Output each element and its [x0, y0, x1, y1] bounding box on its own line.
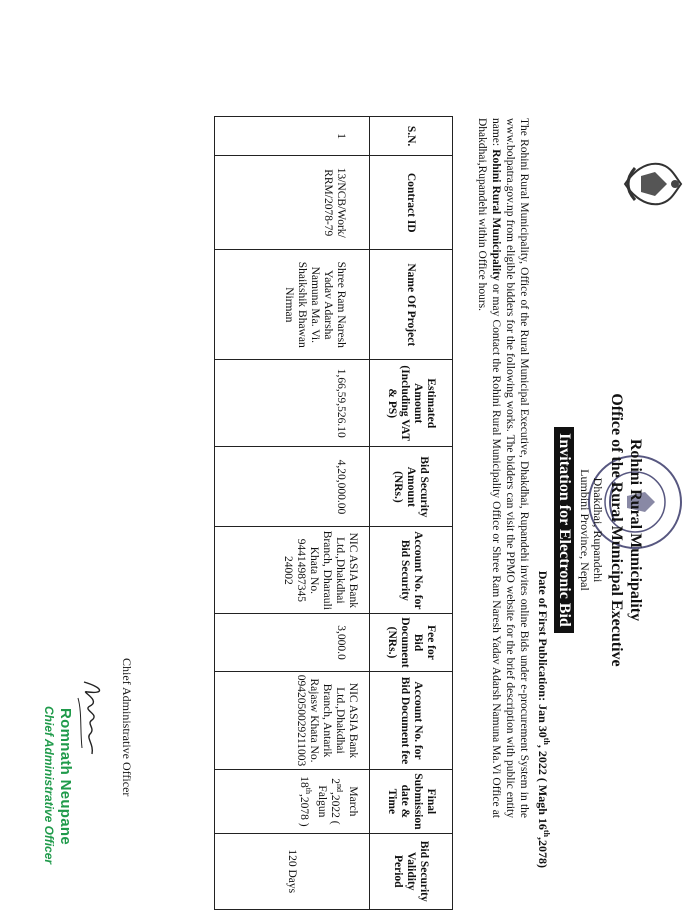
stamp-role: Chief Administrative Officer	[42, 706, 56, 865]
handwritten-signature-icon	[72, 678, 112, 758]
table-header-row	[370, 117, 453, 910]
cell-acct-security: NIC ASIA Bank Ltd.,Dhakdhai Branch, Dharauli Khata No. 94414987345 24002	[215, 527, 370, 614]
col-fee: Fee for Bid Document (NRs.)	[370, 614, 453, 671]
cell-acct-fee: NIC ASIA Bank Ltd.,Dhakdhai Branch, Antarik Rajasw Khata No. 0942050029211003	[215, 671, 370, 770]
cell-final-date: March 2nd,2022 ( Falgun 18th,2078 )	[215, 770, 370, 833]
public-entity-name: Rohini Rural Municipality	[490, 149, 502, 281]
cell-validity: 120 Days	[215, 833, 370, 909]
notice-title: Invitation for Electronic Bid	[554, 427, 574, 633]
office-location: Dhakdhai, Rupandehi	[591, 477, 605, 583]
cell-contract-id: 13/NCB/Work/ RRM/2078-79	[215, 156, 370, 250]
municipality-name: Rohini Rural Municipality	[627, 438, 644, 622]
table-row	[215, 117, 370, 910]
nepal-emblem-icon	[621, 158, 685, 210]
signatory-title: Chief Administrative Officer	[120, 658, 134, 797]
cell-bid-security: 4,20,000.00	[215, 447, 370, 527]
col-sn: S.N.	[370, 117, 453, 156]
cell-project: Shree Ram Naresh Yadav Adarsha Namuna Ma. Vi. Shaikshik Bhawan Nirman	[215, 250, 370, 360]
col-final-date: Final Submission date & Time	[370, 770, 453, 833]
col-estimated: Estimated Amount (Including VAT & PS)	[370, 360, 453, 447]
col-bid-security: Bid Security Amount (NRs.)	[370, 447, 453, 527]
cell-sn: 1	[215, 117, 370, 156]
intro-paragraph: The Rohini Rural Municipality, Office of the Rural Municipal Executive, Dhakdhai, Rupandehi invites online Bids under e-procurement System in the www.bolpatra.gov.np from eligible bidders for the following works. The bidders can visit the PPMO website for the brief description with public entity name: Rohini Rural Municipality or may Contact the Rohini Rural Municipality Office or Shree Ram Naresh Yadav Adarsh Namuna Ma.Vi Office at Dhakdhai,Rupandehi within Office hours.	[476, 118, 530, 819]
office-name: Office of the Rural Municipal Executive	[608, 393, 625, 667]
stamp-name: Romnath Neupane	[57, 708, 74, 846]
bid-table	[214, 116, 453, 910]
cell-fee: 3,000.0	[215, 614, 370, 671]
col-project: Name Of Project	[370, 250, 453, 360]
cell-estimated: 1,66,59,526.10	[215, 360, 370, 447]
col-contract-id: Contract ID	[370, 156, 453, 250]
col-acct-fee: Account No. for Bid Document fee	[370, 671, 453, 770]
notice-title-wrap	[554, 220, 574, 840]
publication-date: Date of First Publication: Jan 30th, 2022 ( Magh 16th,2078)	[536, 570, 551, 868]
col-validity: Bid Security Validity Period	[370, 833, 453, 909]
province-name: Lumbini Province, Nepal	[578, 469, 592, 591]
col-acct-security: Account No. for Bid Security	[370, 527, 453, 614]
